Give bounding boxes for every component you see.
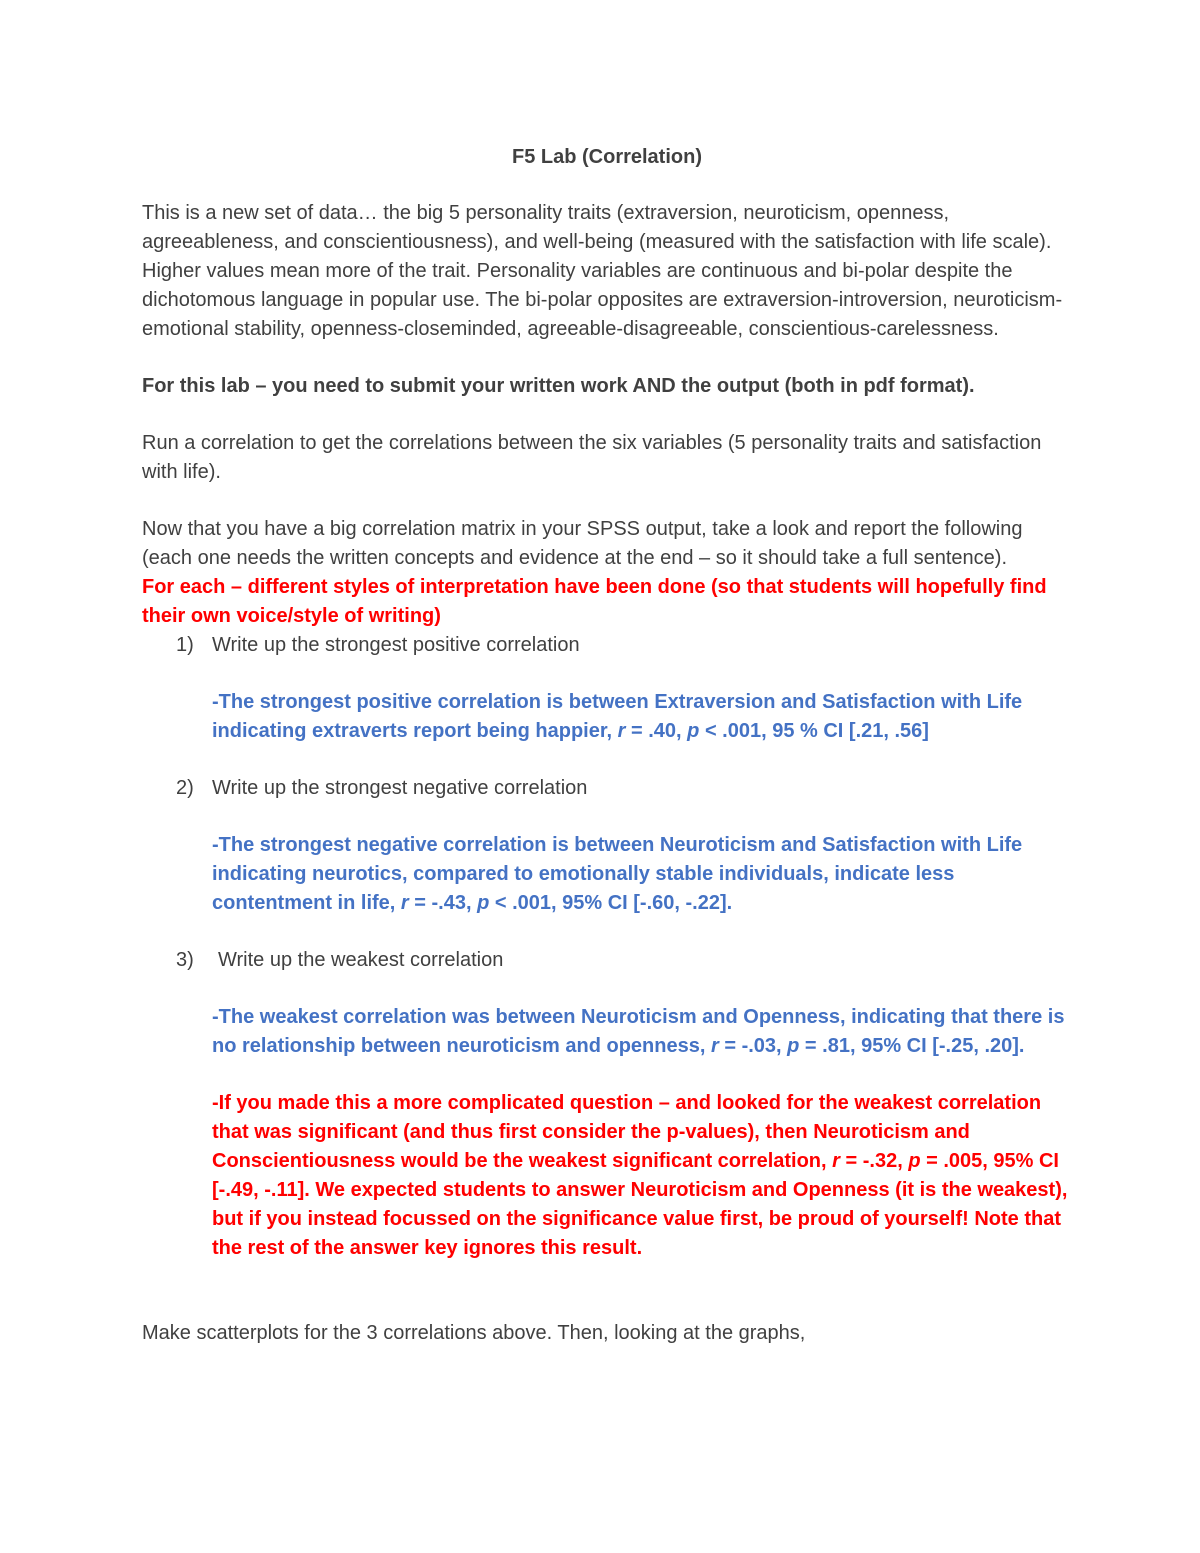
document-body — [142, 143, 1072, 1348]
question-2 — [176, 774, 1072, 803]
answer-1 — [212, 688, 1072, 746]
answer-text: = -.03, — [718, 1035, 788, 1057]
question-number: 2) — [176, 777, 194, 799]
styles-note: For each – different styles of interpretation have been done (so that students will hopefully find their own voice/style of writing) — [142, 576, 1047, 627]
answer-3 — [212, 1003, 1072, 1061]
r-symbol: r — [832, 1150, 840, 1172]
answer-text: = -.43, — [408, 892, 478, 914]
extra-text: = -.32, — [839, 1150, 909, 1172]
intro-paragraph: This is a new set of data… the big 5 personality traits (extraversion, neuroticism, openness, agreeableness, and conscientiousness), and well-being (measured with the satisfaction with life scale). Higher values mean more of the trait. Personality variables are continuous and bi-polar despite the dichotomous language in popular use. The bi-polar opposites are extraversion-introversion, neuroticism-emotional stability, openness-closeminded, agreeable-disagreeable, conscientious-carelessness. — [142, 202, 1063, 340]
answer-2 — [212, 831, 1072, 918]
answer-text: < .001, 95 % CI [.21, .56] — [699, 720, 929, 742]
scatter-instruction: Make scatterplots for the 3 correlations above. Then, looking at the graphs, — [142, 1322, 806, 1344]
extra-text: -If you made this a more complicated question – and looked for the weakest correlation that was significant (and thus first consider the p-values), then Neuroticism and Conscientiousness would be the weakest significant correlation, — [212, 1092, 1042, 1172]
report-instruction: Now that you have a big correlation matrix in your SPSS output, take a look and report the following (each one needs the written concepts and evidence at the end – so it should take a full sentence). — [142, 518, 1023, 569]
run-instruction: Run a correlation to get the correlations between the six variables (5 personality traits and satisfaction with life). — [142, 432, 1042, 483]
r-symbol: r — [400, 892, 409, 914]
answer-text: -The weakest correlation was between Neuroticism and Openness, indicating that there is no relationship between neuroticism and openness, — [212, 1006, 1065, 1057]
extra-text: = .005, 95% CI [-.49, -.11]. We expected students to answer Neuroticism and Openness (it is the weakest), but if you instead focussed on the significance value first, be proud of yourself! Note that the rest of the answer key ignores this result. — [212, 1150, 1068, 1259]
question-text: Write up the strongest positive correlation — [212, 634, 580, 656]
question-number: 3) — [176, 949, 194, 971]
p-symbol: p — [908, 1150, 921, 1172]
p-symbol: p — [787, 1035, 800, 1057]
question-text: Write up the weakest correlation — [218, 949, 504, 971]
question-number: 1) — [176, 634, 194, 656]
question-3 — [176, 946, 1072, 975]
answer-text: < .001, 95% CI [-.60, -.22]. — [489, 892, 733, 914]
r-symbol: r — [617, 720, 626, 742]
p-symbol: p — [477, 892, 490, 914]
submit-note: For this lab – you need to submit your written work AND the output (both in pdf format). — [142, 375, 975, 397]
answer-text: -The strongest negative correlation is between Neuroticism and Satisfaction with Life indicating neurotics, compared to emotionally stable individuals, indicate less contentment in life, — [212, 834, 1023, 914]
question-text: Write up the strongest negative correlation — [212, 777, 588, 799]
answer-3-extra — [212, 1089, 1072, 1263]
answer-text: -The strongest positive correlation is between Extraversion and Satisfaction with Life indicating extraverts report being happier, — [212, 691, 1023, 742]
page-title: F5 Lab (Correlation) — [511, 146, 702, 168]
p-symbol: p — [687, 720, 700, 742]
answer-text: = .81, 95% CI [-.25, .20]. — [799, 1035, 1025, 1057]
answer-text: = .40, — [625, 720, 688, 742]
question-1 — [176, 631, 1072, 660]
r-symbol: r — [710, 1035, 719, 1057]
